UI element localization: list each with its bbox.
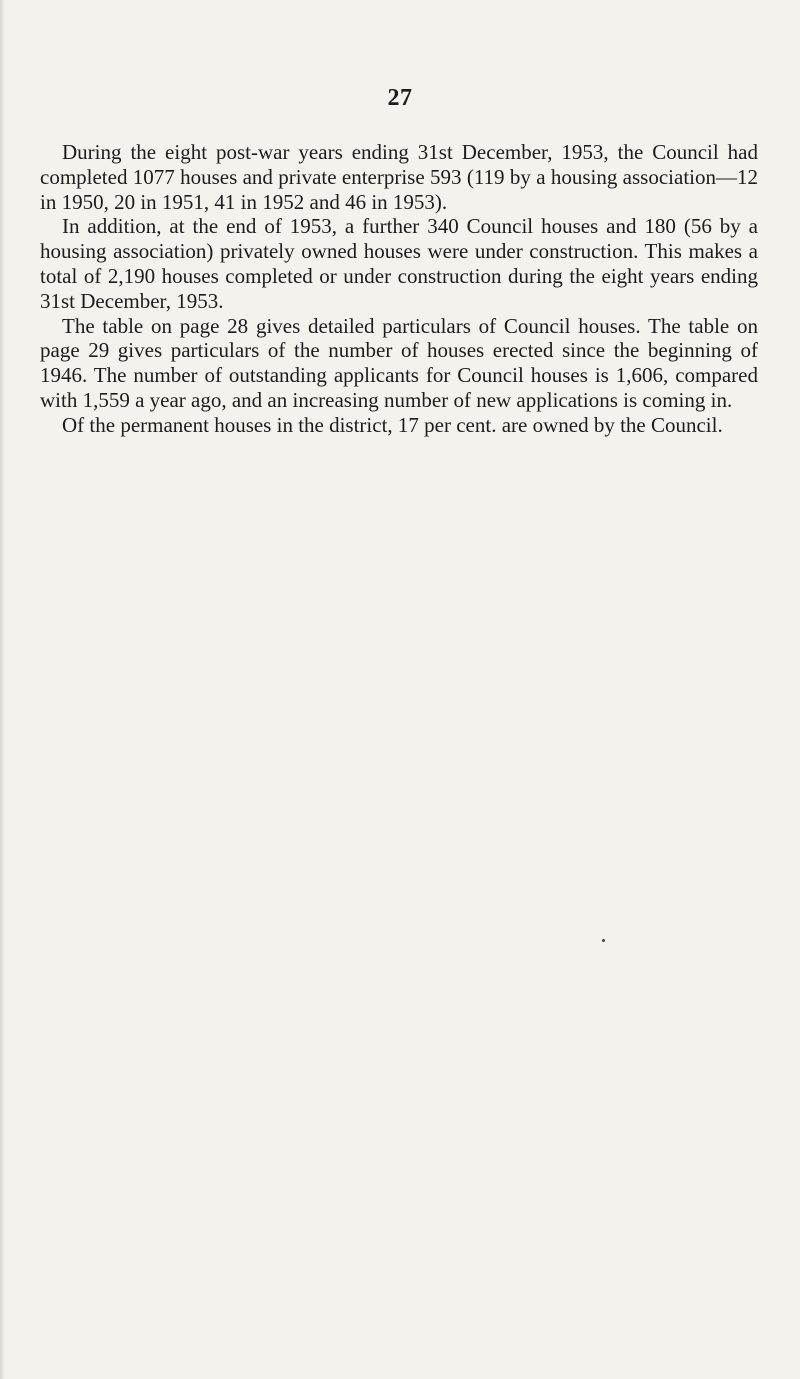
paragraph-tables-and-applicants: The table on page 28 gives detailed particulars of Council houses. The table on page 29 gives particulars of the number of houses erected since the beginning of 1946. The number of outstanding applicants for Council houses is 1,606, compared with 1,559 a year ago, and an increasing number of new applications is coming in. xyxy=(40,313,758,412)
paragraph-construction-totals: During the eight post-war years ending 31st December, 1953, the Council had completed 1077 houses and private enterprise 593 (119 by a housing association—12 in 1950, 20 in 1951, 41 in 1952 and 46 in 1953). xyxy=(40,140,758,214)
paragraph-council-ownership: Of the permanent houses in the district, 17 per cent. are owned by the Council. xyxy=(62,412,723,437)
page-number: 27 xyxy=(387,85,413,111)
page-edge-shadow xyxy=(0,0,5,1379)
paragraph-under-construction: In addition, at the end of 1953, a further 340 Council houses and 180 (56 by a housing association) privately owned houses were under construction. This makes a total of 2,190 houses completed or under construction during the eight years ending 31st December, 1953. xyxy=(40,214,758,313)
body-text xyxy=(40,140,758,438)
print-speck xyxy=(602,939,605,942)
